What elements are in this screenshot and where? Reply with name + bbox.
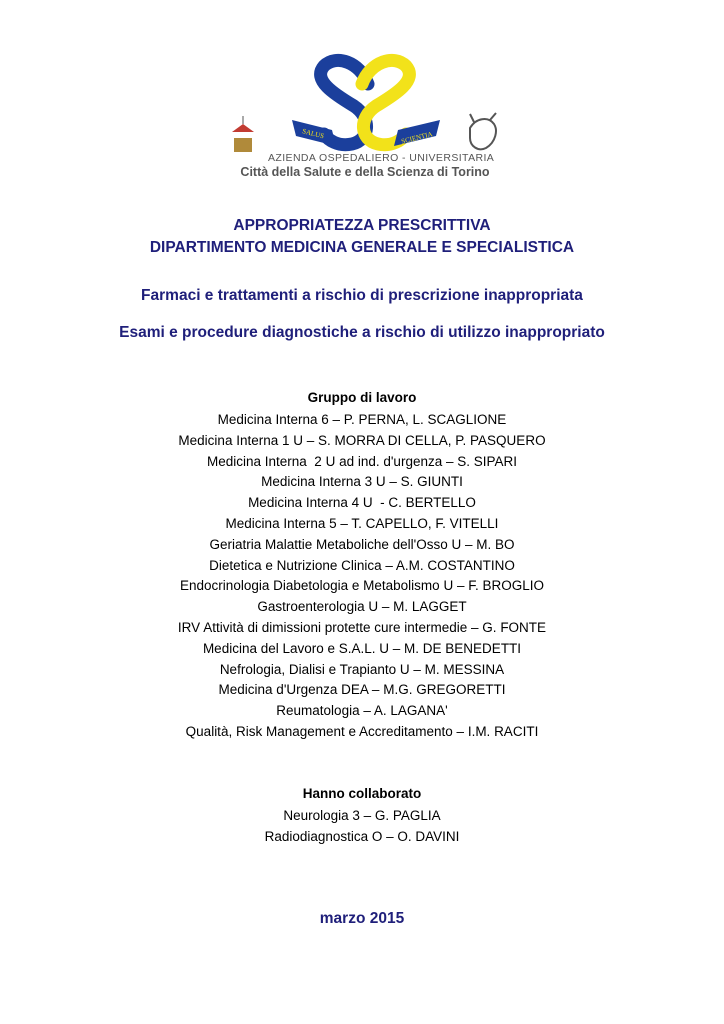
collaborators-list [0,806,724,848]
list-item: Medicina Interna 1 U – S. MORRA DI CELLA, P. PASQUERO [178,432,546,448]
logo-org-type: AZIENDA OSPEDALIERO - UNIVERSITARIA [268,152,495,164]
list-item: Gastroenterologia U – M. LAGGET [257,599,467,615]
s-s-emblem-icon [220,50,510,160]
hospital-logo [220,50,510,190]
list-item: Neurologia 3 – G. PAGLIA [283,808,441,823]
list-item: Medicina Interna 6 – P. PERNA, L. SCAGLIONE [217,412,507,427]
subtitle-drugs: Farmaci e trattamenti a rischio di prescrizione inappropriata [141,287,583,304]
city-crest-icon [232,116,254,152]
list-item: Medicina del Lavoro e S.A.L. U – M. DE BENEDETTI [202,640,522,656]
working-group-list [0,410,724,743]
list-item: Medicina Interna 5 – T. CAPELLO, F. VITELLI [225,515,499,531]
list-item: Medicina d'Urgenza DEA – M.G. GREGORETTI [218,682,506,698]
list-item: Reumatologia – A. LAGANA' [276,703,448,719]
list-item: Radiodiagnostica O – O. DAVINI [264,828,460,844]
subtitle-exams: Esami e procedure diagnostiche a rischio di utilizzo inappropriato [119,324,605,341]
list-item: Medicina Interna 4 U - C. BERTELLO [248,495,476,511]
logo-org-name: Città della Salute e della Scienza di Torino [240,165,490,179]
title-line-2: DIPARTIMENTO MEDICINA GENERALE E SPECIALISTICA [149,239,575,256]
list-item: Medicina Interna 3 U – S. GIUNTI [261,474,463,490]
list-item: IRV Attività di dimissioni protette cure intermedie – G. FONTE [177,619,547,635]
list-item: Endocrinologia Diabetologia e Metabolismo U – F. BROGLIO [180,578,544,594]
ribbon-left-text: SALUS [301,127,325,141]
title-line-1: APPROPRIATEZZA PRESCRITTIVA [233,217,491,234]
list-item: Qualità, Risk Management e Accreditamento – I.M. RACITI [185,723,539,739]
list-item: Nefrologia, Dialisi e Trapianto U – M. MESSINA [219,661,505,677]
list-item: Dietetica e Nutrizione Clinica – A.M. COSTANTINO [209,557,515,573]
publication-date: marzo 2015 [319,910,405,927]
list-item: Geriatria Malattie Metaboliche dell'Osso U – M. BO [209,536,515,552]
collaborators-heading: Hanno collaborato [302,786,422,801]
working-group-heading: Gruppo di lavoro [307,390,417,405]
bull-icon [470,113,496,149]
list-item: Medicina Interna 2 U ad ind. d'urgenza – S. SIPARI [207,453,517,469]
ribbon-right-text: SCIENTIA [400,130,434,146]
